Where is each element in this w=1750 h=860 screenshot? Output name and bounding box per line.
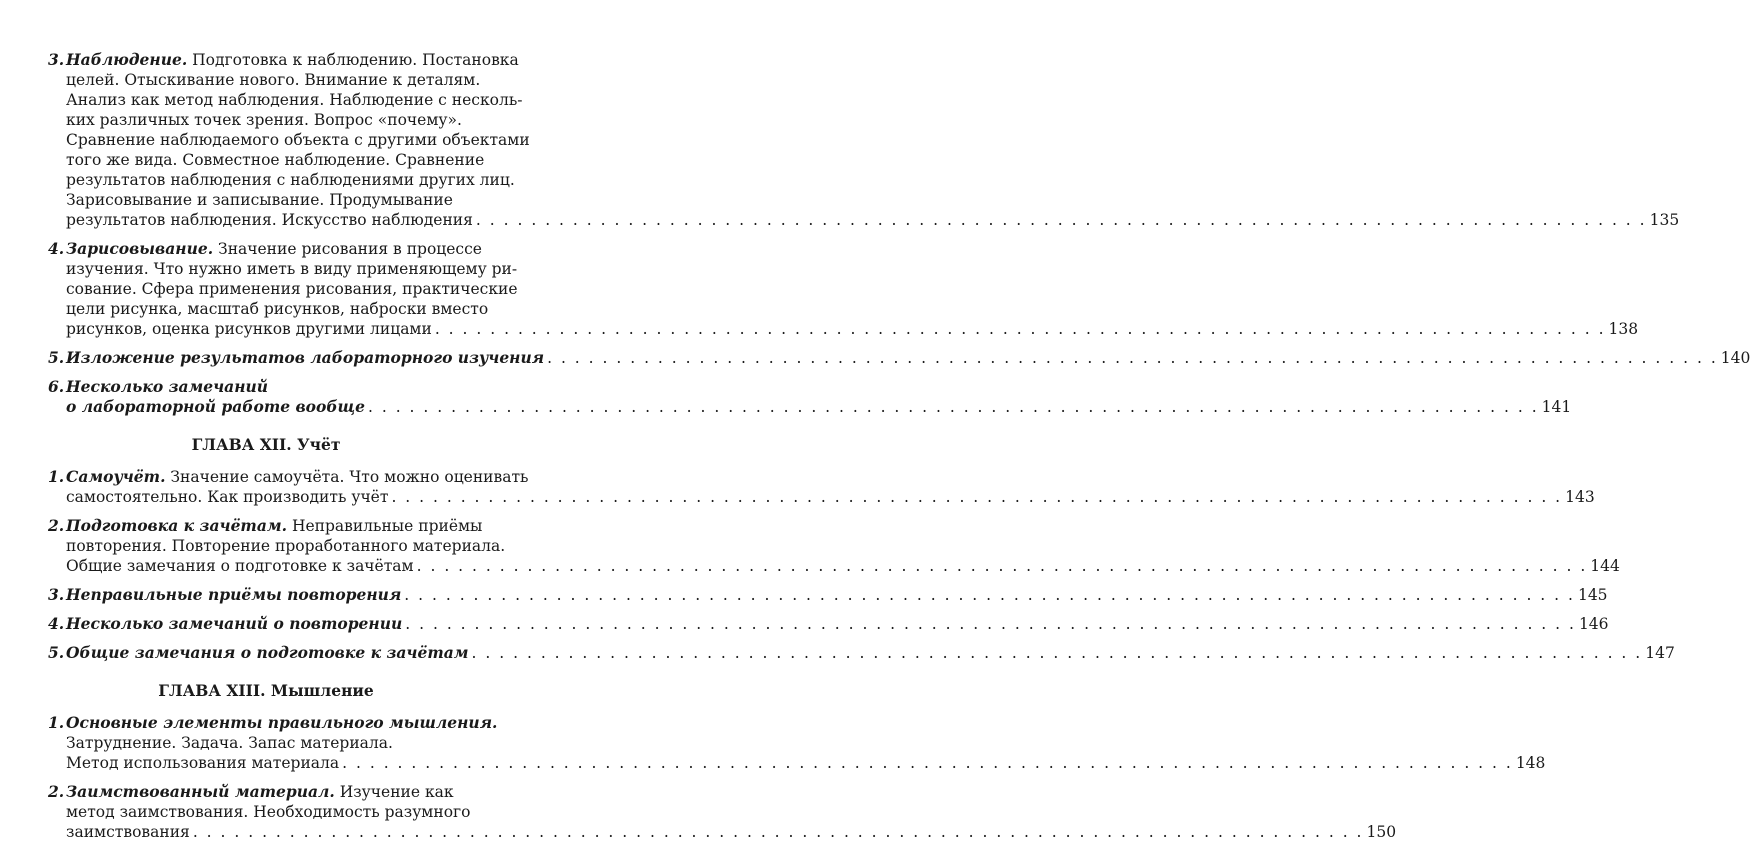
- entry-body: [66, 516, 1620, 576]
- dot-leader: [342, 753, 1513, 773]
- entry-text: Значение рисования в процессе: [213, 240, 482, 258]
- entry-text: Общие замечания о подготовке к зачётам: [66, 557, 414, 575]
- entry-text: ких различных точек зрения. Вопрос «почему».: [66, 111, 462, 129]
- entry-last-text: [66, 397, 365, 417]
- entry-number: 3.: [48, 585, 65, 604]
- entry-last-text: [66, 487, 388, 507]
- entry-title: Подготовка к зачётам.: [66, 516, 288, 535]
- entry-text: заимствования: [66, 823, 190, 841]
- dot-leader: [417, 556, 1588, 576]
- entry-body: [66, 239, 1638, 339]
- page-number: 148: [1515, 754, 1546, 772]
- entry-text: цели рисунка, масштаб рисунков, наброски вместо: [66, 300, 489, 318]
- entry-line: [66, 70, 1679, 90]
- dot-leader: [476, 210, 1647, 230]
- entry-line: [66, 190, 1679, 210]
- entry-last-line: [66, 348, 1750, 368]
- entry-last-line: [66, 585, 1608, 605]
- entry-last-text: [66, 319, 432, 339]
- entry-last-text: [66, 348, 544, 368]
- entry-line: [66, 802, 1396, 822]
- page-number: 143: [1565, 488, 1595, 506]
- entry-last-text: [66, 210, 473, 230]
- entry-number: 2.: [48, 782, 65, 801]
- page-number: 140: [1720, 349, 1750, 367]
- toc-entry: [48, 614, 1609, 634]
- entry-text: самостоятельно. Как производить учёт: [66, 488, 389, 506]
- entry-text: Подготовка к наблюдению. Постановка: [187, 51, 519, 69]
- dot-leader: [391, 487, 1562, 507]
- entry-number: 4.: [48, 614, 65, 633]
- entry-text: Сравнение наблюдаемого объекта с другими объектами: [66, 131, 530, 149]
- entry-number: 1.: [48, 467, 65, 486]
- entry-title: Несколько замечаний о повторении: [66, 614, 403, 633]
- toc-entry: [48, 713, 1546, 773]
- entry-last-line: [66, 643, 1675, 663]
- page-number: 144: [1590, 557, 1620, 575]
- entry-body: [66, 377, 1571, 417]
- entry-line: [66, 50, 1679, 70]
- entry-body: [66, 50, 1679, 230]
- toc-entry: [48, 348, 1750, 368]
- entry-text: изучения. Что нужно иметь в виду применяющему ри-: [66, 260, 518, 278]
- entry-body: [66, 782, 1396, 842]
- entry-title: Общие замечания о подготовке к зачётам: [66, 643, 469, 662]
- entry-text: Зарисовывание и записывание. Продумывание: [66, 191, 453, 209]
- entry-text: повторения. Повторение проработанного материала.: [66, 537, 506, 555]
- entry-line: [66, 782, 1396, 802]
- entry-number: 3.: [48, 50, 65, 69]
- entry-title: Изложение результатов лабораторного изучения: [66, 348, 545, 367]
- entry-last-line: [66, 397, 1571, 417]
- page-number: 138: [1608, 320, 1639, 338]
- entry-last-line: [66, 556, 1620, 576]
- entry-number: 5.: [48, 348, 65, 367]
- entry-last-text: [66, 822, 190, 842]
- entry-line: [66, 467, 1595, 487]
- entry-line: [66, 259, 1638, 279]
- entry-body: [66, 348, 1750, 368]
- entry-last-text: [66, 556, 414, 576]
- entry-text: Значение самоучёта. Что можно оценивать: [165, 468, 529, 486]
- entry-line: [66, 130, 1679, 150]
- page-number: 146: [1578, 615, 1609, 633]
- entry-title: о лабораторной работе вообще: [66, 397, 365, 416]
- entry-line: [66, 239, 1638, 259]
- entry-line: [66, 516, 1620, 536]
- entry-title: Зарисовывание.: [66, 239, 214, 258]
- page-number: 145: [1577, 586, 1608, 604]
- dot-leader: [193, 822, 1364, 842]
- entry-title: Несколько замечаний: [66, 377, 269, 396]
- entry-last-text: [66, 753, 339, 773]
- toc-entry: [48, 643, 1675, 663]
- dot-leader: [404, 585, 1575, 605]
- entry-body: [66, 713, 1545, 773]
- entry-line: [66, 713, 1545, 733]
- entry-line: [66, 170, 1679, 190]
- dot-leader: [472, 643, 1643, 663]
- entry-text: Затруднение. Задача. Запас материала.: [66, 734, 393, 752]
- entry-number: 4.: [48, 239, 65, 258]
- dot-leader: [368, 397, 1539, 417]
- entry-text: результатов наблюдения. Искусство наблюдения: [66, 211, 473, 229]
- toc-entry: [48, 467, 1595, 507]
- entry-text: Неправильные приёмы: [287, 517, 483, 535]
- entry-body: [66, 643, 1675, 663]
- page-number: 147: [1645, 644, 1675, 662]
- entry-text: целей. Отыскивание нового. Внимание к деталям.: [66, 71, 481, 89]
- entry-text: Изучение как: [334, 783, 454, 801]
- dot-leader: [435, 319, 1606, 339]
- toc-entry: [48, 516, 1620, 576]
- entry-title: Основные элементы правильного мышления.: [66, 713, 498, 732]
- toc-entry: [48, 585, 1608, 605]
- entry-title: Неправильные приёмы повторения: [66, 585, 402, 604]
- dot-leader: [405, 614, 1576, 634]
- entry-text: рисунков, оценка рисунков другими лицами: [66, 320, 432, 338]
- entry-title: Заимствованный материал.: [66, 782, 335, 801]
- entry-number: 2.: [48, 516, 65, 535]
- entry-number: 5.: [48, 643, 65, 662]
- entry-number: 1.: [48, 713, 65, 732]
- chapter-heading: ГЛАВА XII. Учёт: [191, 435, 341, 454]
- page-number: 141: [1541, 398, 1572, 416]
- toc-entry: [48, 239, 1639, 339]
- page-number: 135: [1649, 211, 1680, 229]
- entry-line: [66, 299, 1638, 319]
- entry-body: [66, 614, 1609, 634]
- dot-leader: [547, 348, 1718, 368]
- chapter-heading: ГЛАВА XIII. Мышление: [158, 681, 374, 700]
- entry-line: [66, 150, 1679, 170]
- entry-text: метод заимствования. Необходимость разумного: [66, 803, 471, 821]
- entry-line: [66, 279, 1638, 299]
- entry-line: [66, 733, 1545, 753]
- entry-body: [66, 467, 1595, 507]
- entry-line: [66, 110, 1679, 130]
- entry-title: Самоучёт.: [66, 467, 166, 486]
- toc-entry: [48, 782, 1397, 842]
- toc-entry: [48, 50, 1680, 230]
- entry-line: [66, 90, 1679, 110]
- entry-last-line: [66, 319, 1638, 339]
- entry-last-line: [66, 822, 1396, 842]
- entry-body: [66, 585, 1608, 605]
- entry-last-text: [66, 614, 402, 634]
- entry-text: того же вида. Совместное наблюдение. Сравнение: [66, 151, 485, 169]
- toc-entry: [48, 377, 1572, 417]
- entry-last-text: [66, 643, 469, 663]
- entry-last-line: [66, 614, 1609, 634]
- entry-last-text: [66, 585, 401, 605]
- entry-last-line: [66, 487, 1595, 507]
- entry-line: [66, 536, 1620, 556]
- entry-title: Наблюдение.: [66, 50, 188, 69]
- entry-last-line: [66, 210, 1679, 230]
- entry-last-line: [66, 753, 1545, 773]
- entry-number: 6.: [48, 377, 65, 396]
- entry-text: сование. Сфера применения рисования, практические: [66, 280, 518, 298]
- page-number: 150: [1366, 823, 1397, 841]
- entry-text: Метод использования материала: [66, 754, 340, 772]
- entry-text: Анализ как метод наблюдения. Наблюдение с несколь-: [66, 91, 523, 109]
- entry-line: [66, 377, 1571, 397]
- entry-text: результатов наблюдения с наблюдениями других лиц.: [66, 171, 515, 189]
